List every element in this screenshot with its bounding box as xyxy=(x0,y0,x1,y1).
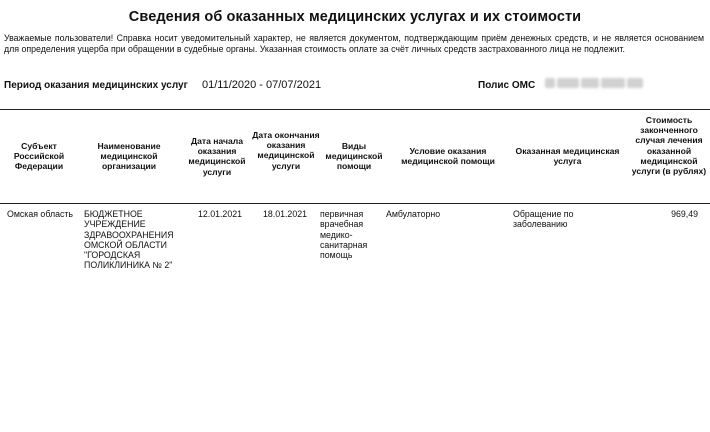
header-date-end: Дата окончания оказания медицинской услуги xyxy=(252,130,320,171)
cell-organization: БЮДЖЕТНОЕ УЧРЕЖДЕНИЕ ЗДРАВООХРАНЕНИЯ ОМСКОЙ ОБЛАСТИ "ГОРОДСКАЯ ПОЛИКЛИНИКА № 2" xyxy=(84,209,174,271)
policy-number-redacted xyxy=(545,78,643,88)
table-header xyxy=(0,110,710,203)
period-value: 01/11/2020 - 07/07/2021 xyxy=(202,79,322,91)
header-bottom-border xyxy=(0,203,710,204)
header-condition: Условие оказания медицинской помощи xyxy=(401,146,495,167)
cell-date-start: 12.01.2021 xyxy=(197,209,242,219)
cell-condition: Амбулаторно xyxy=(386,209,441,219)
header-service: Оказанная медицинская услуга xyxy=(515,146,620,167)
cell-care-type: первичная врачебная медико-санитарная помощь xyxy=(320,209,368,261)
document-title: Сведения об оказанных медицинских услугах и их стоимости xyxy=(128,9,582,25)
notice-text: Уважаемые пользователи! Справка носит уведомительный характер, не является документом, подтверждающим приём денежных средств, и не является основанием для определения ущерба при обращении в судебные органы. Указанная стоимость оплате за счёт личных средств застрахованного лица не подлежит. xyxy=(4,33,704,54)
redaction-block xyxy=(581,78,599,88)
header-care-type: Виды медицинской помощи xyxy=(325,141,383,172)
header-region: Субъект Российской Федерации xyxy=(13,141,65,172)
cell-cost: 969,49 xyxy=(671,209,698,219)
header-organization: Наименование медицинской организации xyxy=(97,141,161,172)
table-row xyxy=(0,207,710,287)
policy-label: Полис ОМС xyxy=(478,80,536,91)
period-label: Период оказания медицинских услуг xyxy=(4,80,188,91)
redaction-block xyxy=(545,78,555,88)
header-date-start: Дата начала оказания медицинской услуги xyxy=(188,136,246,177)
redaction-block xyxy=(557,78,579,88)
cell-date-end: 18.01.2021 xyxy=(262,209,307,219)
redaction-block xyxy=(601,78,625,88)
header-cost: Стоимость законченного случая лечения оказанной медицинской услуги (в рублях) xyxy=(631,115,707,177)
cell-region: Омская область xyxy=(7,209,74,219)
cell-service: Обращение по заболеванию xyxy=(513,209,574,230)
redaction-block xyxy=(627,78,643,88)
